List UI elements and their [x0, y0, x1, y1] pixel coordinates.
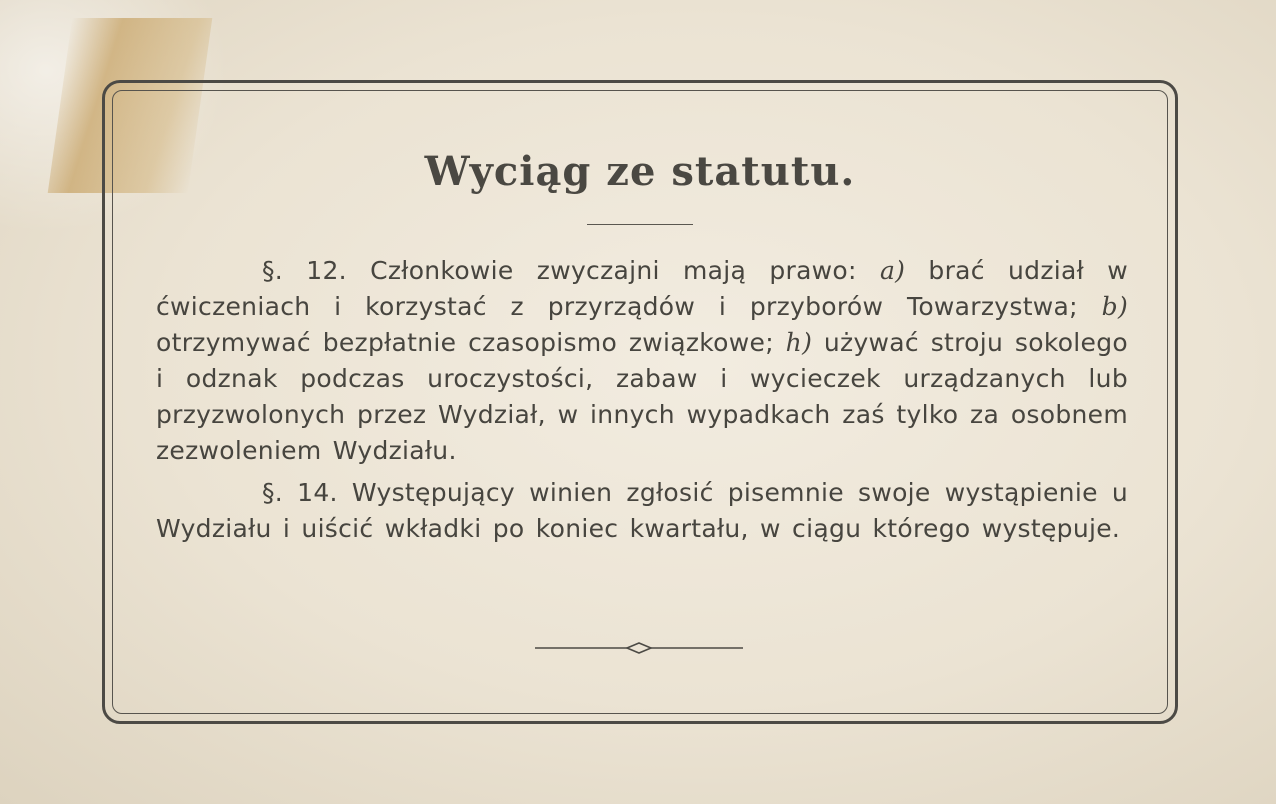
- paragraph-12-part3: otrzymywać bezpłatnie czasopismo związkowe;: [156, 328, 786, 357]
- ornament-divider-icon: [535, 638, 743, 658]
- paragraph-12-part1: §. 12. Członkowie zwyczajni mają prawo:: [262, 256, 880, 285]
- paragraph-12-part2: brać udział w ćwiczeniach i korzystać z przyrządów i przyborów Towarzystwa;: [156, 256, 1128, 321]
- paragraph-14: §. 14. Występujący winien zgłosić pisemnie swoje wystąpienie u Wydziału i uiścić wkładki po koniec kwartału, w ciągu którego występuje.: [156, 478, 1128, 543]
- statute-text: [156, 253, 1128, 553]
- clause-h-mark: h): [785, 328, 813, 357]
- clause-b-mark: b): [1101, 292, 1128, 321]
- title-divider: [587, 224, 693, 225]
- clause-a-mark: a): [879, 256, 906, 285]
- paragraph-12: [156, 253, 1128, 469]
- card-title: Wyciąg ze statutu.: [424, 148, 856, 195]
- paragraph-12-part4: używać stroju sokolego i odznak podczas uroczystości, zabaw i wycieczek urządzanych lub przyzwolonych przez Wydział, w innych wypadkach zaś tylko za osobnem zezwoleniem Wydziału.: [156, 328, 1128, 465]
